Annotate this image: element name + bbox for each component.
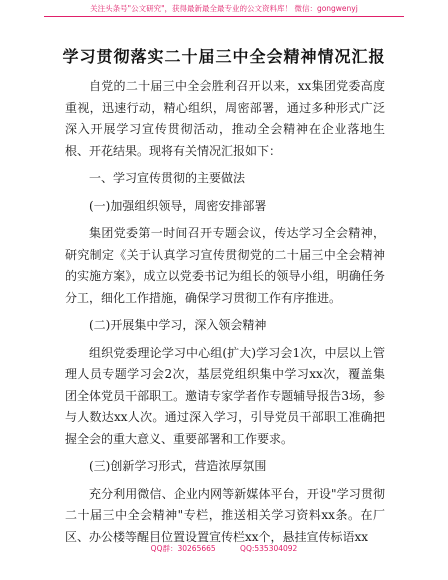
body-paragraph: 集团党委第一时间召开专题会议，传达学习全会精神，研究制定《关于认真学习宣传贯彻党的二十届三中全会精神的实施方案》，成立以党委书记为组长的领导小组，明确任务分工，细化工作措施，确保学习贯彻工作有序推进。 bbox=[65, 226, 385, 305]
body-paragraph: 组织党委理论学习中心组(扩大)学习会1次，中层以上管理人员专题学习会2次，基层党组织集中学习xx次，覆盖集团全体党员干部职工。邀请专家学者作专题辅导报告3场，参与人数达xx人次。通过深入学习，引导党员干部职工准确把握全会的重大意义、重要部署和工作要求。 bbox=[65, 345, 385, 446]
qq-group-text: QQ群：30265665 bbox=[150, 544, 216, 553]
subsection-heading: (二)开展集中学习，深入领会精神 bbox=[89, 318, 267, 332]
body-paragraph: 充分利用微信、企业内网等新媒体平台，开设"学习贯彻二十届三中全会精神"专栏，推送相关学习资料xx条。在厂区、办公楼等醒目位置设置宣传栏xx个，悬挂宣传标语xx bbox=[65, 486, 385, 544]
subsection-heading: (一)加强组织领导，周密安排部署 bbox=[89, 198, 267, 213]
footer-contact bbox=[0, 543, 448, 554]
banner-divider bbox=[44, 16, 404, 17]
section-heading: 一、学习宣传贯彻的主要做法 bbox=[89, 171, 246, 185]
subsection-heading: (三)创新学习形式，营造浓厚氛围 bbox=[89, 459, 267, 473]
document-title: 学习贯彻落实二十届三中全会精神情况汇报 bbox=[62, 47, 386, 66]
header-banner bbox=[0, 4, 448, 17]
qq-text: QQ:535304092 bbox=[240, 544, 298, 553]
banner-text: 关注头条号"公文研究"，获得最新最全最专业的公文资料库！ 微信：gongwenyj bbox=[90, 4, 358, 13]
intro-paragraph: 自党的二十届三中全会胜利召开以来，xx集团党委高度重视，迅速行动，精心组织，周密部署，通过多种形式广泛深入开展学习宣传贯彻活动，推动全会精神在企业落地生根、开花结果。现将有关情况汇报如下： bbox=[65, 79, 385, 158]
document-body bbox=[65, 76, 385, 554]
